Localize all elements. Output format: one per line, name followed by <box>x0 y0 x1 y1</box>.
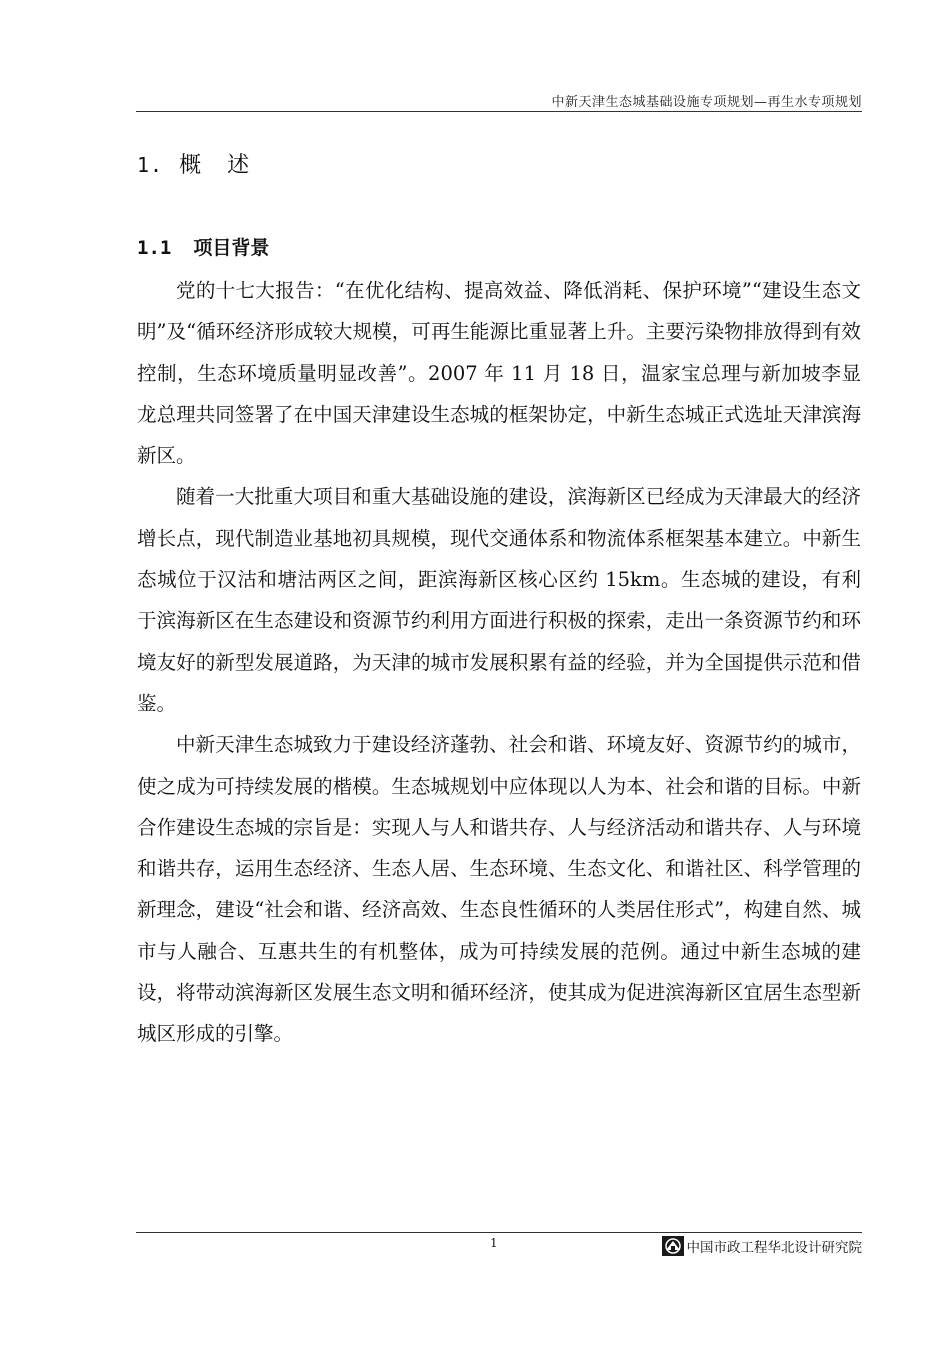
paragraph: 中新天津生态城致力于建设经济蓬勃、社会和谐、环境友好、资源节约的城市，使之成为可持续发展的楷模。生态城规划中应体现以人为本、社会和谐的目标。中新合作建设生态城的宗旨是：实现人与人和谐共存、人与经济活动和谐共存、人与环境和谐共存，运用生态经济、生态人居、生态环境、生态文化、和谐社区、科学管理的新理念，建设“社会和谐、经济高效、生态良性循环的人类居住形式”，构建自然、城市与人融合、互惠共生的有机整体，成为可持续发展的范例。通过中新生态城的建设，将带动滨海新区发展生态文明和循环经济，使其成为促进滨海新区宜居生态型新城区形成的引擎。 <box>137 733 861 1046</box>
page-number: 1 <box>490 1236 498 1250</box>
section-title: 概述 <box>179 153 276 178</box>
paragraph: 随着一大批重大项目和重大基础设施的建设，滨海新区已经成为天津最大的经济增长点，现代制造业基地初具规模，现代交通体系和物流体系框架基本建立。中新生态城位于汉沽和塘沽两区之间，距滨海新区核心区约 15km。生态城的建设，有利于滨海新区在生态建设和资源节约利用方面进行积极的探索，走出一条资源节约和环境友好的新型发展道路，为天津的城市发展积累有益的经验，并为全国提供示范和借鉴。 <box>137 485 861 715</box>
section-number: 1. <box>137 153 164 177</box>
subsection-heading <box>137 233 269 260</box>
header-divider <box>136 111 862 112</box>
subsection-title: 项目背景 <box>193 237 270 259</box>
body-text <box>137 270 861 1055</box>
section-heading <box>137 148 275 179</box>
footer-divider <box>136 1232 862 1233</box>
institute-logo-icon <box>662 1236 684 1256</box>
paragraph: 党的十七大报告：“在优化结构、提高效益、降低消耗、保护环境”“建设生态文明”及“循环经济形成较大规模，可再生能源比重显著上升。主要污染物排放得到有效控制，生态环境质量明显改善”。2007 年 11 月 18 日，温家宝总理与新加坡李显龙总理共同签署了在中国天津建设生态城的框架协定，中新生态城正式选址天津滨海新区。 <box>137 279 861 468</box>
organization-name: 中国市政工程华北设计研究院 <box>686 1240 862 1256</box>
footer-organization <box>662 1236 863 1256</box>
running-header: 中新天津生态城基础设施专项规划—再生水专项规划 <box>551 95 862 110</box>
subsection-number: 1.1 <box>137 237 172 259</box>
